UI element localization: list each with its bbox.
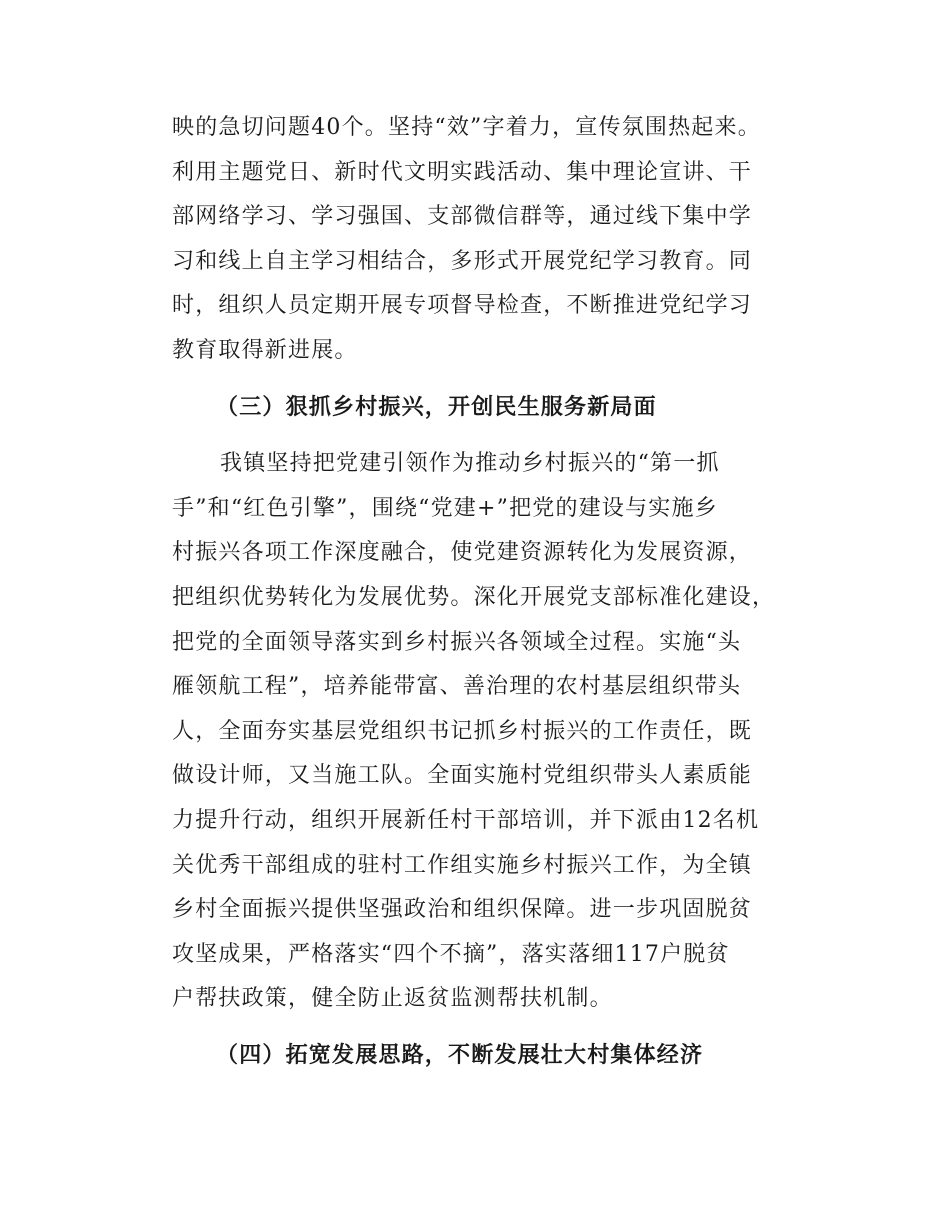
paragraph-line: 雁领航工程”，培养能带富、善治理的农村基层组织带头 xyxy=(172,674,742,700)
section-heading-4: （四）拓宽发展思路，不断发展壮大村集体经济 xyxy=(216,1042,704,1068)
paragraph-line: 映的急切问题40个。坚持“效”字着力，宣传氛围热起来。 xyxy=(172,115,761,140)
document-body xyxy=(172,106,812,1078)
paragraph-line: 习和线上自主学习相结合，多形式开展党纪学习教育。同 xyxy=(172,248,753,274)
paragraph-line: 我镇坚持把党建引领作为推动乡村振兴的“第一抓 xyxy=(220,451,720,477)
paragraph-line: 部网络学习、学习强国、支部微信群等，通过线下集中学 xyxy=(172,204,753,230)
paragraph-line: 户帮扶政策，健全防止返贫监测帮扶机制。 xyxy=(172,986,613,1012)
section-heading-3: （三）狠抓乡村振兴，开创民生服务新局面 xyxy=(216,394,657,420)
paragraph-line: 手”和“红色引擎”，围绕“党建+”把党的建设与实施乡 xyxy=(172,495,718,521)
paragraph-line: 人，全面夯实基层党组织书记抓乡村振兴的工作责任，既 xyxy=(172,718,753,744)
paragraph-line: 把组织优势转化为发展优势。深化开展党支部标准化建设， xyxy=(172,584,776,610)
paragraph-line: 攻坚成果，严格落实“四个不摘”，落实落细117户脱贫 xyxy=(172,941,730,967)
paragraph-line: 关优秀干部组成的驻村工作组实施乡村振兴工作，为全镇 xyxy=(172,852,753,878)
paragraph-line: 利用主题党日、新时代文明实践活动、集中理论宣讲、干 xyxy=(172,159,753,185)
paragraph-line: 村振兴各项工作深度融合，使党建资源转化为发展资源， xyxy=(172,540,753,566)
paragraph-line: 力提升行动，组织开展新任村干部培训，并下派由12名机 xyxy=(172,807,760,833)
intro-paragraph xyxy=(172,106,812,374)
paragraph-line: 教育取得新进展。 xyxy=(172,337,358,363)
paragraph-line: 乡村全面振兴提供坚强政治和组织保障。进一步巩固脱贫 xyxy=(172,897,753,923)
paragraph-line: 把党的全面领导落实到乡村振兴各领域全过程。实施“头 xyxy=(172,629,742,655)
paragraph-line: 做设计师，又当施工队。全面实施村党组织带头人素质能 xyxy=(172,763,753,789)
section-3-paragraph xyxy=(172,442,812,1022)
paragraph-line: 时，组织人员定期开展专项督导检查，不断推进党纪学习 xyxy=(172,293,753,319)
